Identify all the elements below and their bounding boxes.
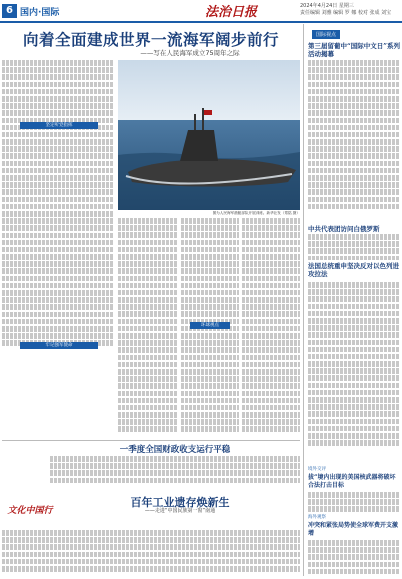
article4-body (308, 492, 400, 512)
column-divider (303, 24, 304, 576)
article5-kicker: 海外观察 (308, 515, 326, 520)
date-line: 2024年4月24日 星期三 (300, 3, 354, 9)
fiscal-title: 一季度全国财政收支运行平稳 (119, 445, 231, 455)
header-rule (0, 21, 402, 23)
article3-title: 法国总统重申坚决反对以色列进攻拉法 (308, 262, 399, 278)
article3-body (308, 282, 400, 458)
subsection-label-1: 坚定听党指挥 (20, 122, 98, 129)
article2-body (308, 234, 400, 260)
article2-title: 中共代表团访问白俄罗斯 (308, 225, 380, 233)
photo-caption: 图为人民海军潜艇部队开展训练。新华社发（郑铭 摄） (212, 211, 300, 215)
sidebar-tag: 国际视点 (312, 30, 340, 39)
lead-body-left (2, 60, 114, 355)
article5-body (308, 540, 400, 576)
divider-1 (2, 440, 300, 441)
editor-line: 责任编辑 刘雅 编辑 罗 娜 校对 张成 刘宝 (300, 10, 392, 16)
fiscal-body (50, 456, 300, 486)
lead-subhead: ——写在人民海军成立75周年之际 (140, 49, 240, 57)
culture-brand: 文化中国行 (7, 506, 53, 516)
section-name: 国内·国际 (20, 8, 60, 18)
article1-title: 第三届留葡中“国际中文日”系列活动揭幕 (308, 42, 400, 58)
industry-body (2, 530, 300, 576)
lead-body-mid3 (242, 218, 300, 436)
boxed-label: 环球视点 (190, 322, 230, 329)
lead-headline: 向着全面建成世界一流海军阔步前行 (22, 30, 279, 49)
article4-kicker: 境外交评 (308, 467, 326, 472)
industry-title: 百年工业遗存焕新生 (130, 496, 230, 509)
article4-title: 拔“境内出现的美国核武器将破坏合法打击目标 (308, 474, 396, 489)
newspaper-logo: 法治日报 (205, 5, 258, 20)
header-meta (300, 3, 400, 17)
subsection-label-2: 牢记强军使命 (20, 342, 98, 349)
industry-subtitle: ——走进“中国民族第一窗”南通 (144, 508, 216, 514)
article1-body (308, 60, 400, 216)
lead-body-mid1 (118, 218, 178, 436)
submarine-photo (118, 60, 300, 210)
page-number: 6 (2, 4, 17, 18)
article5-title: 冲突和紧张局势使全球军费开支激增 (308, 522, 399, 537)
